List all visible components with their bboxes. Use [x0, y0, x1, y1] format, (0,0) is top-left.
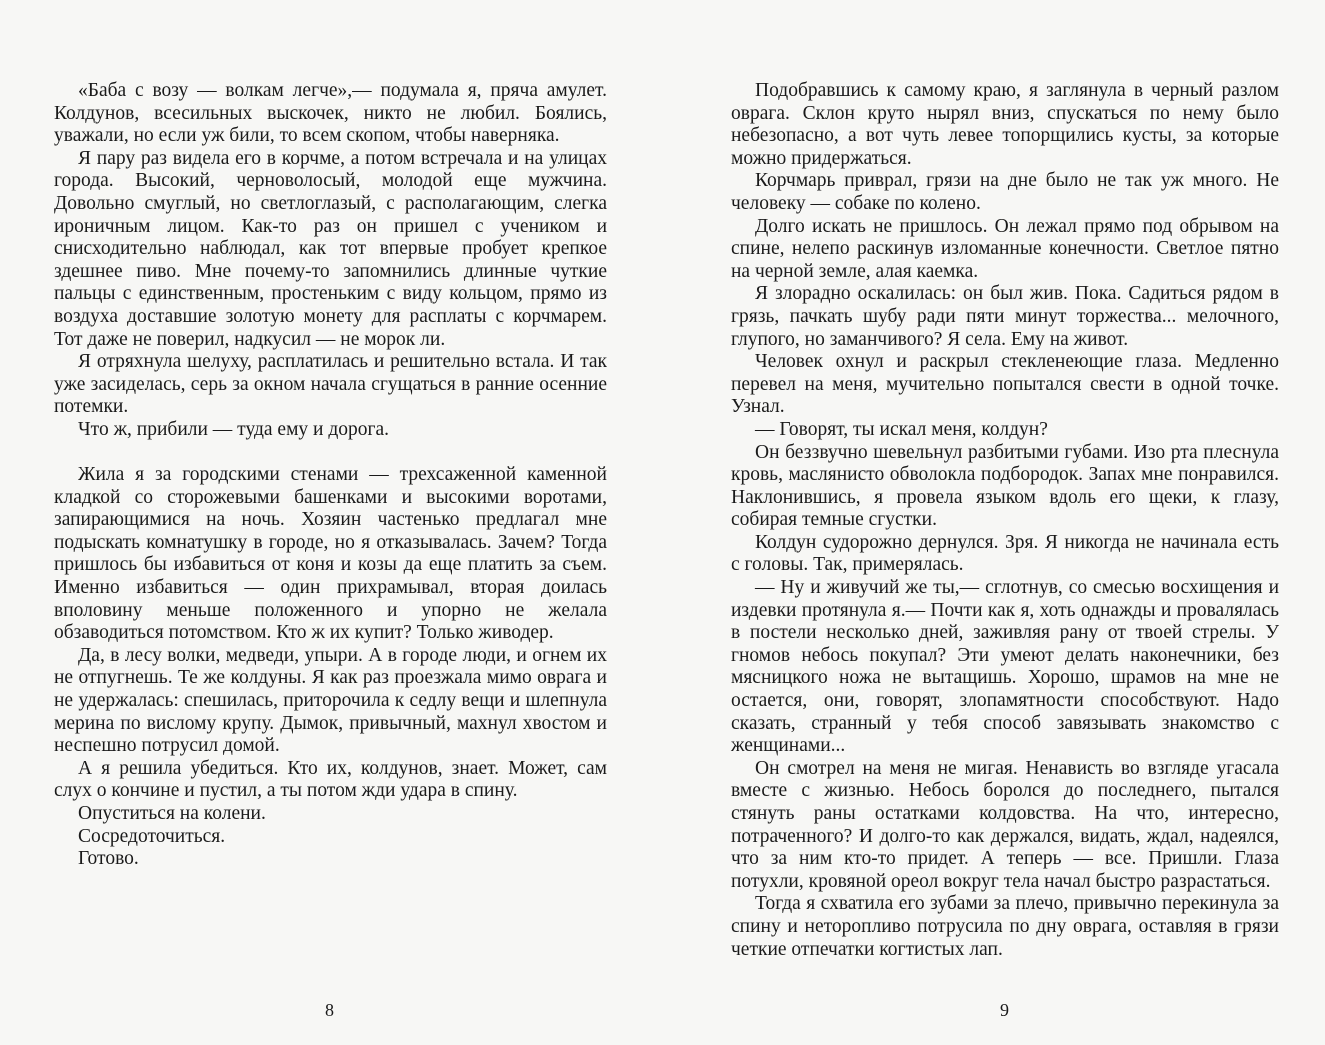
paragraph: Человек охнул и раскрыл стекленеющие глаза. Медленно перевел на меня, мучительно попытался свести в одной точке. Узнал. — [731, 351, 1279, 418]
paragraph: Я отряхнула шелуху, расплатилась и решительно встала. И так уже засиделась, серь за окном начала сгущаться в ранние осенние потемки. — [54, 351, 607, 418]
paragraph: Готово. — [78, 848, 139, 870]
paragraph: Колдун судорожно дернулся. Зря. Я никогда не начинала есть с головы. Так, примерялась. — [731, 531, 1279, 576]
left-page-text — [54, 80, 607, 871]
paragraph: Корчмарь приврал, грязи на дне было не так уж много. Не человеку — собаке по колено. — [731, 170, 1279, 214]
paragraph: А я решила убедиться. Кто их, колдунов, знает. Может, сам слух о кончине и пустил, а ты потом жди удара в спину. — [54, 757, 607, 802]
page-number-right: 9 — [1000, 1000, 1009, 1020]
paragraph: Жила я за городскими стенами — трехсаженной каменной кладкой со сторожевыми башенками и высокими воротами, запирающимися на ночь. Хозяин частенько предлагал мне подыскать комнатушку в городе, но я отказывалась. Зачем? Тогда пришлось бы избавиться от коня и козы да еще платить за съем. Именно избавиться — один прихрамывал, вторая доилась вполовину меньше положенного и упорно не желала обзаводиться потомством. Кто ж их купит? Только живодер. — [54, 464, 607, 644]
paragraph: Я злорадно оскалилась: он был жив. Пока. Садиться рядом в грязь, пачкать шубу ради пяти минут торжества... мелочного, глупого, но заманчивого? Я села. Ему на живот. — [731, 283, 1279, 350]
paragraph: Да, в лесу волки, медведи, упыри. А в городе люди, и огнем их не отпугнешь. Те же колдуны. Я как раз проезжала мимо оврага и не удержалась: спешилась, приторочила к седлу вещи и шлепнула мерина по вислому крупу. Дымок, привычный, махнул хвостом и неспешно потрусил домой. — [54, 644, 607, 757]
paragraph: Он смотрел на меня не мигая. Ненависть во взгляде угасала вместе с жизнью. Небось боролся до последнего, пытался стянуть раны остатками колдовства. На что, интересно, потраченного? И долго-то как держался, видать, ждал, надеялся, что за ним кто-то придет. А теперь — все. Пришли. Глаза потухли, кровяной ореол вокруг тела начал быстро разрастаться. — [731, 757, 1279, 892]
paragraph: Я пару раз видела его в корчме, а потом встречала и на улицах города. Высокий, черноволосый, молодой еще мужчина. Довольно смуглый, но светлоглазый, с располагающим, слегка ироничным лицом. Как-то раз он пришел с учеником и снисходительно наблюдал, как тот впервые пробует крепкое здешнее пиво. Мне почему-то запомнились длинные чуткие пальцы с единственным, простеньким с виду кольцом, прямо из воздуха доставшие золотую монету для расплаты с корчмарем. Тот даже не поверил, надкусил — не морок ли. — [54, 147, 607, 350]
paragraph: Долго искать не пришлось. Он лежал прямо под обрывом на спине, нелепо раскинув изломанные конечности. Светлое пятно на черной земле, алая каемка. — [731, 215, 1279, 282]
paragraph: Подобравшись к самому краю, я заглянула в черный разлом оврага. Склон круто нырял вниз, спускаться по нему было небезопасно, а вот чуть левее топорщились кусты, за которые можно придержаться. — [731, 80, 1279, 169]
page-number-left: 8 — [325, 1000, 334, 1020]
paragraph: — Ну и живучий же ты,— сглотнув, со смесью восхищения и издевки протянула я.— Почти как я, хоть однажды и провалялась в постели несколько дней, заживляя рану от твоей стрелы. У гномов небось покупал? Эти умеют делать наконечники, без мясницкого ножа не вытащишь. Хорошо, шрамов на мне не остается, они, говорят, злопамятности способствуют. Надо сказать, странный у тебя способ завязывать знакомство с женщинами... — [731, 577, 1279, 757]
paragraph: «Баба с возу — волкам легче»,— подумала я, пряча амулет. Колдунов, всесильных выскочек, никто не любил. Боялись, уважали, но если уж били, то всем скопом, чтобы наверняка. — [54, 80, 607, 147]
paragraph: Тогда я схватила его зубами за плечо, привычно перекинула за спину и неторопливо потрусила по дну оврага, оставляя в грязи четкие отпечатки когтистых лап. — [731, 893, 1279, 960]
paragraph: Сосредоточиться. — [78, 825, 226, 847]
paragraph: Опуститься на колени. — [78, 803, 266, 824]
right-page-text — [731, 80, 1279, 961]
paragraph: — Говорят, ты искал меня, колдун? — [755, 418, 1048, 440]
paragraph: Он беззвучно шевельнул разбитыми губами. Изо рта плеснула кровь, маслянисто обволокла подбородок. Запах мне понравился. Наклонившись, я провела языком вдоль его щеки, к глазу, собирая темные сгустки. — [731, 441, 1279, 531]
paragraph: Что ж, прибили — туда ему и дорога. — [78, 418, 390, 440]
